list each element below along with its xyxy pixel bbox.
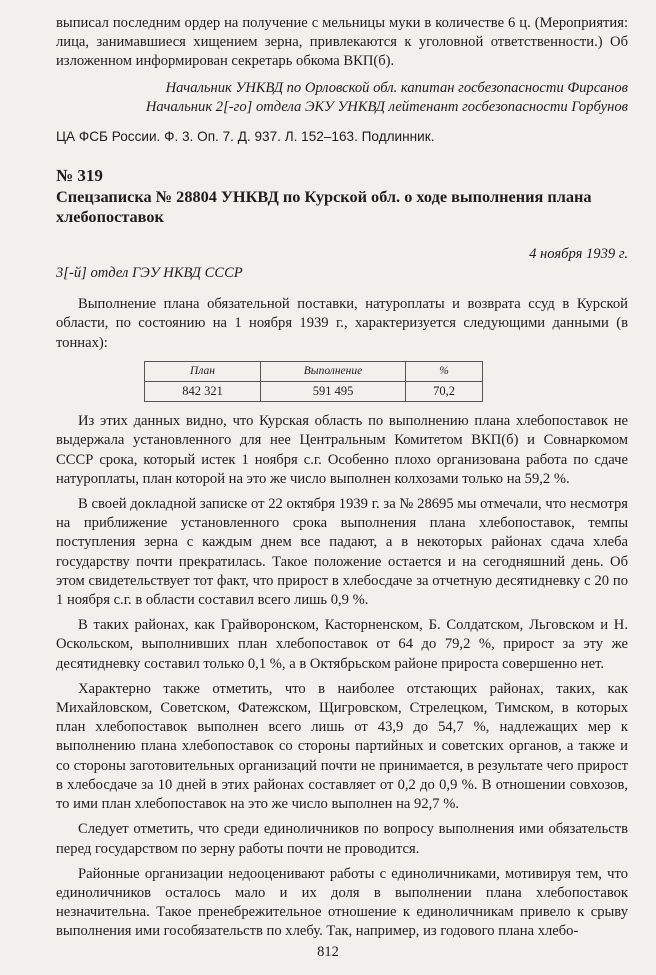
signature-line: Начальник УНКВД по Орловской обл. капитан госбезопасности Фирсанов: [165, 79, 628, 96]
archive-reference: ЦА ФСБ России. Ф. 3. Оп. 7. Д. 937. Л. 152–163. Подлинник.: [56, 128, 435, 144]
paragraph: Характерно также отметить, что в наиболее отстающих районах, таких, как Михайловском, Советском, Фатежском, Щигровском, Стрелецком, Тимском, в которых план хлебопоставок выполнен всего лишь от 43,9 до 54,7 %, надлежащих мер к выполнению плана хлебопоставок со стороны партийных и советских органов, а также и со стороны заготовительных организаций почти не принимается, в результате чего прирост в хлебосдаче за 10 дней в этих районах составляет от 0,2 до 0,9 %. В отношении совхозов, то ими план хлебопоставок на это же число выполнен на 92,7 %.: [56, 680, 628, 813]
signature-block: [56, 79, 628, 117]
table-header-cell: Выполнение: [261, 361, 406, 381]
document-number: № 319: [56, 165, 103, 185]
paragraph: Выполнение плана обязательной поставки, натуроплаты и возврата ссуд в Курской области, по состоянию на 1 ноября 1939 г., характеризуется следующими данными (в тоннах):: [56, 296, 628, 351]
document-date: 4 ноября 1939 г.: [529, 245, 628, 262]
table-header-row: [145, 361, 483, 381]
table-row: [145, 382, 483, 402]
page-number: 812: [317, 944, 339, 960]
paragraph: Из этих данных видно, что Курская область по выполнению плана хлебопоставок не выдержала установленного для нее Центральным Комитетом ВКП(б) и Совнаркомом СССР срока, который истек 1 ноября с.г. Особенно плохо организована работа по сдаче натуроплаты, план которой на это же число выполнен колхозами только на 59,2 %.: [56, 413, 628, 487]
paragraph: В таких районах, как Грайворонском, Касторненском, Б. Солдатском, Льговском и Н. Оскольском, выполнивших план хлебопоставок от 64 до 79,2 %, прирост за эту же десятидневку составил только 0,1 %, а в Октябрьском районе прироста совершенно нет.: [56, 617, 628, 672]
paragraph: Следует отметить, что среди единоличников по вопросу выполнения ими обязательств перед государством по зерну работы почти не проводится.: [56, 821, 628, 857]
document-page: [56, 14, 628, 942]
intro-paragraph: выписал последним ордер на получение с мельницы муки в количестве 6 ц. (Мероприятия: лица, занимавшиеся хищением зерна, привлекаются к уголовной ответственности.) Об изложенном информирован секретарь обкома ВКП(б).: [56, 15, 628, 70]
signature-line: Начальник 2[-го] отдела ЭКУ УНКВД лейтенант госбезопасности Горбунов: [145, 98, 628, 115]
paragraph: Районные организации недооценивают работы с единоличниками, мотивируя тем, что единоличников осталось мало и их доля в выполнении плана хлебопоставок незначительна. Такое пренебрежительное отношение к единоличникам привело к срыву выполнения ими гособязательств по хлебу. Так, например, из годового плана хлебо-: [56, 865, 628, 940]
data-table: [144, 361, 483, 402]
document-title: Спецзаписка № 28804 УНКВД по Курской обл. о ходе выполнения плана хлебопоставок: [56, 186, 592, 226]
table-cell: 842 321: [145, 382, 261, 402]
table-header-cell: План: [145, 361, 261, 381]
table-header-cell: %: [406, 361, 483, 381]
addressee: 3[-й] отдел ГЭУ НКВД СССР: [56, 265, 243, 282]
table-cell: 591 495: [261, 382, 406, 402]
table-cell: 70,2: [406, 382, 483, 402]
paragraph: В своей докладной записке от 22 октября 1939 г. за № 28695 мы отмечали, что несмотря на приближение установленного срока выполнения плана хлебопоставок, темпы поступления зерна с каждым днем все падают, а в некоторых районах сдача хлеба государству почти прекратилась. Такое положение остается и на сегодняшний день. Об этом свидетельствует тот факт, что прирост в хлебосдаче за отчетную десятидневку с 20 по 1 ноября с.г. в области составил всего лишь 0,9 %.: [56, 496, 628, 609]
